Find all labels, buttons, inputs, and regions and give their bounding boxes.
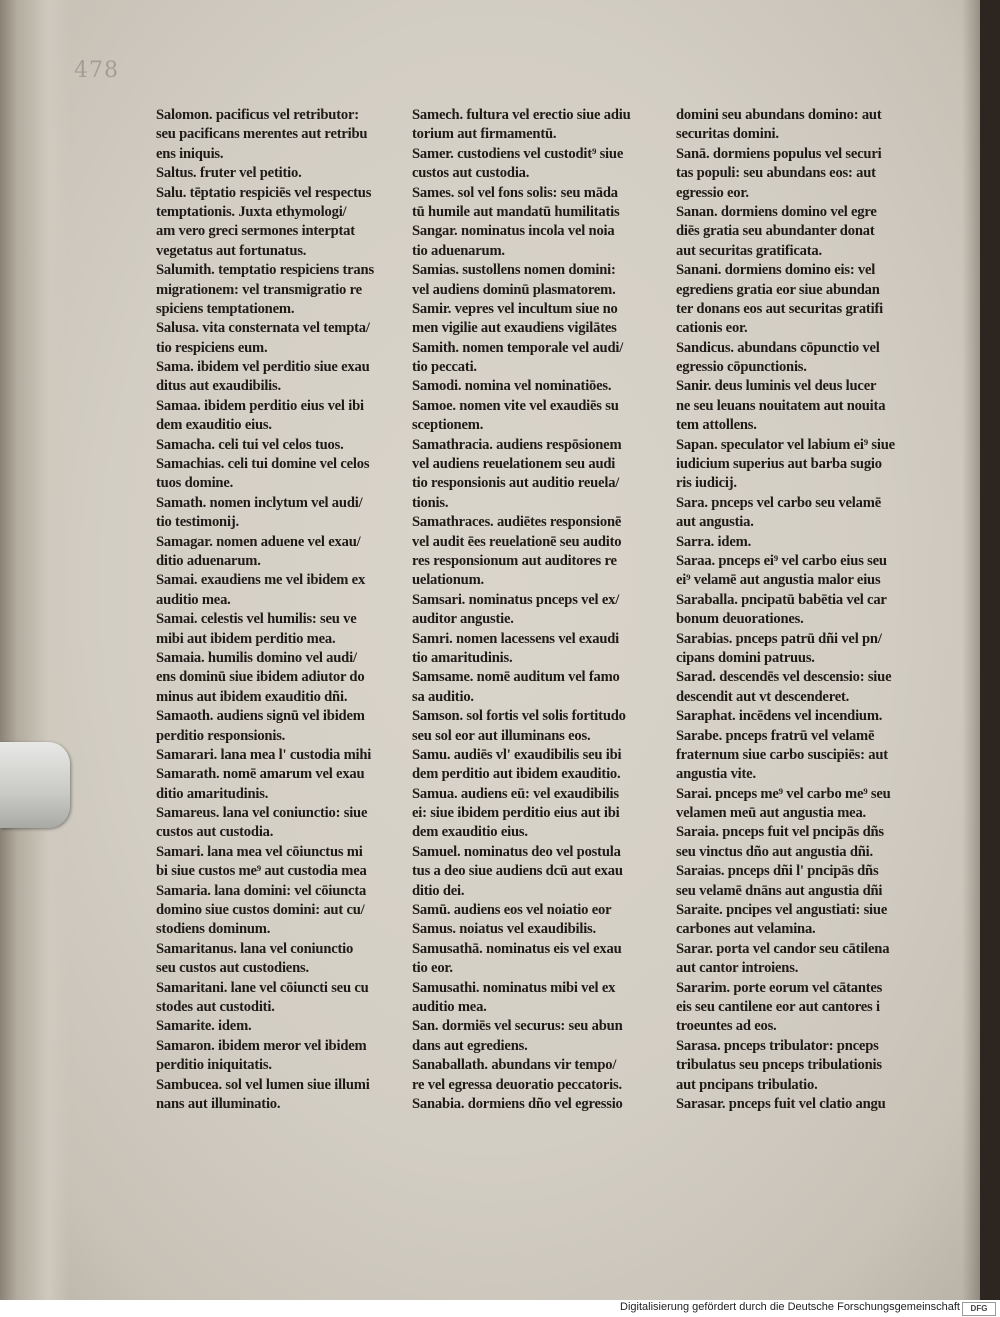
text-line: ei⁹ velamē aut angustia malor eius <box>676 572 881 589</box>
text-line: Samathraces. audiētes responsionē <box>412 514 622 531</box>
text-line: Saraphat. incēdens vel incendium. <box>676 708 883 725</box>
text-line: Salomon. pacificus vel retributor: <box>156 107 359 123</box>
text-line: stodes aut custoditi. <box>156 998 275 1015</box>
text-line: Samodi. nomina vel nominatiōes. <box>412 378 612 395</box>
text-line: cipans domini patruus. <box>676 649 815 666</box>
text-line: Samuel. nominatus deo vel postula <box>412 843 621 860</box>
pencil-page-number: 478 <box>74 58 119 83</box>
text-line: cationis eor. <box>676 320 748 337</box>
text-line: sceptionem. <box>412 417 484 434</box>
text-line: Samaa. ibidem perditio eius vel ibi <box>156 397 364 414</box>
text-line: Samareus. lana vel coniunctio: siue <box>156 805 368 822</box>
text-line: Samai. celestis vel humilis: seu ve <box>156 611 357 628</box>
text-line: eis seu cantilene eor aut cantores i <box>676 998 880 1015</box>
text-line: dem exauditio eius. <box>156 417 272 434</box>
text-line: Samusathā. nominatus eis vel exau <box>412 940 622 957</box>
text-line: securitas domini. <box>676 126 779 143</box>
text-line: Saraa. pnceps ei⁹ vel carbo eius seu <box>676 552 887 569</box>
text-line: Sambucea. sol vel lumen siue illumi <box>156 1076 370 1093</box>
text-line: seu pacificans merentes aut retribu <box>156 126 368 143</box>
text-line: troeuntes ad eos. <box>676 1018 777 1035</box>
text-line: Samson. sol fortis vel solis fortitudo <box>412 708 626 725</box>
text-line: Samagar. nomen aduene vel exau/ <box>156 533 361 550</box>
text-line: seu velamē dnāns aut angustia dñi <box>676 882 883 899</box>
text-line: Samech. fultura vel erectio siue adiu <box>412 107 631 123</box>
text-line: bonum deuorationes. <box>676 611 804 628</box>
text-column-2 <box>412 106 631 1114</box>
text-line: descendit aut vt descenderet. <box>676 688 850 705</box>
text-line: spiciens temptationem. <box>156 300 295 317</box>
text-line: auditio mea. <box>156 591 231 608</box>
text-line: re vel egressa deuoratio peccatoris. <box>412 1076 622 1093</box>
text-line: tio peccati. <box>412 359 477 376</box>
text-line: Samacha. celi tui vel celos tuos. <box>156 436 344 453</box>
text-line: egrediens gratia eor siue abundan <box>676 281 880 298</box>
text-line: tū humile aut mandatū humilitatis <box>412 203 620 220</box>
text-line: ei: siue ibidem perditio eius aut ibi <box>412 805 620 822</box>
text-line: ditio amaritudinis. <box>156 785 269 802</box>
text-line: ens dominū siue ibidem adiutor do <box>156 669 365 686</box>
text-line: migrationem: vel transmigratio re <box>156 281 362 298</box>
text-line: am vero greci sermones interptat <box>156 223 355 240</box>
text-line: Sarar. porta vel candor seu cātilena <box>676 940 890 957</box>
text-line: Samaritanus. lana vel coniunctio <box>156 940 354 957</box>
text-line: mibi aut ibidem perditio mea. <box>156 630 336 647</box>
text-line: seu custos aut custodiens. <box>156 960 309 977</box>
text-line: ditio aduenarum. <box>156 552 261 569</box>
text-line: fraternum siue carbo suscipiēs: aut <box>676 746 888 763</box>
text-column-3 <box>676 106 895 1114</box>
text-line: tio testimonij. <box>156 514 239 531</box>
text-line: tem attollens. <box>676 417 757 434</box>
text-line: Saltus. fruter vel petitio. <box>156 165 302 182</box>
text-line: Saraballa. pncipatū babētia vel car <box>676 591 887 608</box>
text-line: Sarad. descendēs vel descensio: siue <box>676 669 892 686</box>
text-line: dans aut egrediens. <box>412 1037 528 1054</box>
text-line: sa auditio. <box>412 688 474 705</box>
text-line: Sarabe. pnceps fratrū vel velamē <box>676 727 875 744</box>
text-line: ris iudicij. <box>676 475 737 492</box>
text-line: vel audit ēes reuelationē seu audito <box>412 533 622 550</box>
text-line: Samachias. celi tui domine vel celos <box>156 456 370 473</box>
text-line: minus aut ibidem exauditio dñi. <box>156 688 348 705</box>
text-line: Samath. nomen inclytum vel audi/ <box>156 494 363 511</box>
text-line: Saraite. pncipes vel angustiati: siue <box>676 902 888 919</box>
text-line: custos aut custodia. <box>412 165 530 182</box>
text-line: Samathracia. audiens respōsionem <box>412 436 622 453</box>
text-line: Salu. tēptatio respiciēs vel respectus <box>156 184 372 201</box>
text-line: Sanabia. dormiens dño vel egressio <box>412 1095 623 1112</box>
text-line: Sanaballath. abundans vir tempo/ <box>412 1057 617 1074</box>
text-line: Sames. sol vel fons solis: seu māda <box>412 184 618 201</box>
text-line: Sarasa. pnceps tribulator: pnceps <box>676 1037 879 1054</box>
text-column-1 <box>156 106 374 1114</box>
text-line: Salumith. temptatio respiciens trans <box>156 262 374 279</box>
text-line: temptationis. Juxta ethymologi/ <box>156 203 347 220</box>
text-line: Samaron. ibidem meror vel ibidem <box>156 1037 367 1054</box>
text-line: Samarite. idem. <box>156 1018 252 1035</box>
text-line: Sarra. idem. <box>676 533 752 550</box>
text-line: Sarabias. pnceps patrū dñi vel pn/ <box>676 630 882 647</box>
text-line: ditio dei. <box>412 882 465 899</box>
text-line: diēs gratia seu abundanter donat <box>676 223 875 240</box>
text-line: San. dormiēs vel securus: seu abun <box>412 1018 623 1035</box>
text-line: Samarath. nomē amarum vel exau <box>156 766 365 783</box>
text-line: Sanā. dormiens populus vel securi <box>676 145 882 162</box>
text-line: Saraia. pnceps fuit vel pncipās dñs <box>676 824 884 841</box>
dfg-credit-text: Digitalisierung gefördert durch die Deutsche Forschungsgemeinschaft <box>620 1301 960 1313</box>
text-line: tuos domine. <box>156 475 234 492</box>
text-line: ditus aut exaudibilis. <box>156 378 281 395</box>
text-line: vegetatus aut fortunatus. <box>156 242 307 259</box>
text-line: Samus. noiatus vel exaudibilis. <box>412 921 596 938</box>
text-line: aut pncipans tribulatio. <box>676 1076 818 1093</box>
dfg-logo-icon: DFG <box>962 1302 996 1316</box>
text-line: seu vinctus dño aut angustia dñi. <box>676 843 873 860</box>
text-line: auditio mea. <box>412 998 487 1015</box>
text-line: stodiens dominum. <box>156 921 271 938</box>
text-line: auditor angustie. <box>412 611 514 628</box>
text-line: Samias. sustollens nomen domini: <box>412 262 616 279</box>
text-line: egressio eor. <box>676 184 749 201</box>
text-line: Samaria. lana domini: vel cōiuncta <box>156 882 367 899</box>
text-line: Sama. ibidem vel perditio siue exau <box>156 359 370 376</box>
text-line: Samoe. nomen vite vel exaudiēs su <box>412 397 619 414</box>
text-line: tas populi: seu abundans eos: aut <box>676 165 876 182</box>
text-line: domini seu abundans domino: aut <box>676 107 882 123</box>
text-line: Sanani. dormiens domino eis: vel <box>676 262 876 279</box>
text-line: aut cantor introiens. <box>676 960 799 977</box>
text-line: Sandicus. abundans cōpunctio vel <box>676 339 880 356</box>
text-line: Samaoth. audiens signū vel ibidem <box>156 708 365 725</box>
text-line: perditio iniquitatis. <box>156 1057 272 1074</box>
text-line: ens iniquis. <box>156 145 224 162</box>
text-line: Samri. nomen lacessens vel exaudi <box>412 630 620 647</box>
text-line: carbones aut velamina. <box>676 921 816 938</box>
page-gutter-shadow <box>0 0 70 1300</box>
text-line: domino siue custos domini: aut cu/ <box>156 902 365 919</box>
text-line: ter donans eos aut securitas gratifi <box>676 300 883 317</box>
page-edge-shadow <box>962 0 980 1300</box>
text-line: Samū. audiens eos vel noiatio eor <box>412 902 612 919</box>
text-line: uelationum. <box>412 572 484 589</box>
text-line: tribulatus seu pnceps tribulationis <box>676 1057 882 1074</box>
text-line: Samsari. nominatus pnceps vel ex/ <box>412 591 620 608</box>
text-line: Sangar. nominatus incola vel noia <box>412 223 615 240</box>
text-line: Salusa. vita consternata vel tempta/ <box>156 320 370 337</box>
text-line: men vigilie aut exaudiens vigilātes <box>412 320 617 337</box>
binding-clip <box>0 742 70 828</box>
text-line: ne seu leuans nouitatem aut nouita <box>676 397 886 414</box>
text-line: aut angustia. <box>676 514 754 531</box>
text-line: tionis. <box>412 494 449 511</box>
text-line: tio amaritudinis. <box>412 649 513 666</box>
text-line: aut securitas gratificata. <box>676 242 822 259</box>
text-line: dem perditio aut ibidem exauditio. <box>412 766 621 783</box>
text-line: Samaritani. lane vel cōiuncti seu cu <box>156 979 369 996</box>
text-line: Samarari. lana mea l' custodia mihi <box>156 746 372 763</box>
text-line: Samer. custodiens vel custodit⁹ siue <box>412 145 624 162</box>
text-line: nans aut illuminatio. <box>156 1095 281 1112</box>
text-line: Sarasar. pnceps fuit vel clatio angu <box>676 1095 886 1112</box>
text-line: tio responsionis aut auditio reuela/ <box>412 475 620 492</box>
text-line: Samir. vepres vel incultum siue no <box>412 300 618 317</box>
text-line: Sara. pnceps vel carbo seu velamē <box>676 494 881 511</box>
text-line: tio respiciens eum. <box>156 339 268 356</box>
text-line: Saraias. pnceps dñi l' pncipās dñs <box>676 863 879 880</box>
text-line: tus a deo siue audiens dcū aut exau <box>412 863 623 880</box>
text-line: egressio cōpunctionis. <box>676 359 807 376</box>
text-line: Samua. audiens eū: vel exaudibilis <box>412 785 619 802</box>
text-line: dem exauditio eius. <box>412 824 528 841</box>
text-line: tio aduenarum. <box>412 242 505 259</box>
text-line: Sanir. deus luminis vel deus lucer <box>676 378 877 395</box>
text-line: Samaia. humilis domino vel audi/ <box>156 649 357 666</box>
text-line: custos aut custodia. <box>156 824 274 841</box>
text-line: Sarai. pnceps me⁹ vel carbo me⁹ seu <box>676 785 891 802</box>
text-line: iudicium superius aut barba sugio <box>676 456 882 473</box>
text-line: velamen meū aut angustia mea. <box>676 805 866 822</box>
text-line: tio eor. <box>412 960 453 977</box>
text-line: res responsionum aut auditores re <box>412 552 617 569</box>
text-line: Samith. nomen temporale vel audi/ <box>412 339 624 356</box>
text-line: Sararim. porte eorum vel cātantes <box>676 979 883 996</box>
text-line: vel audiens dominū plasmatorem. <box>412 281 616 298</box>
text-line: Samusathi. nominatus mibi vel ex <box>412 979 616 996</box>
text-line: perditio responsionis. <box>156 727 286 744</box>
text-line: Samari. lana mea vel cōiunctus mi <box>156 843 363 860</box>
text-line: angustia vite. <box>676 766 756 783</box>
text-line: Samai. exaudiens me vel ibidem ex <box>156 572 366 589</box>
text-line: seu sol eor aut illuminans eos. <box>412 727 591 744</box>
text-line: bi siue custos me⁹ aut custodia mea <box>156 863 367 880</box>
text-line: Sapan. speculator vel labium ei⁹ siue <box>676 436 895 453</box>
text-line: Samu. audiēs vl' exaudibilis seu ibi <box>412 746 622 763</box>
footer-bar <box>0 1300 1000 1317</box>
book-spine <box>980 0 1000 1300</box>
text-line: Samsame. nomē auditum vel famo <box>412 669 620 686</box>
text-line: Sanan. dormiens domino vel egre <box>676 203 877 220</box>
text-line: vel audiens reuelationem seu audi <box>412 456 616 473</box>
text-line: torium aut firmamentū. <box>412 126 557 143</box>
